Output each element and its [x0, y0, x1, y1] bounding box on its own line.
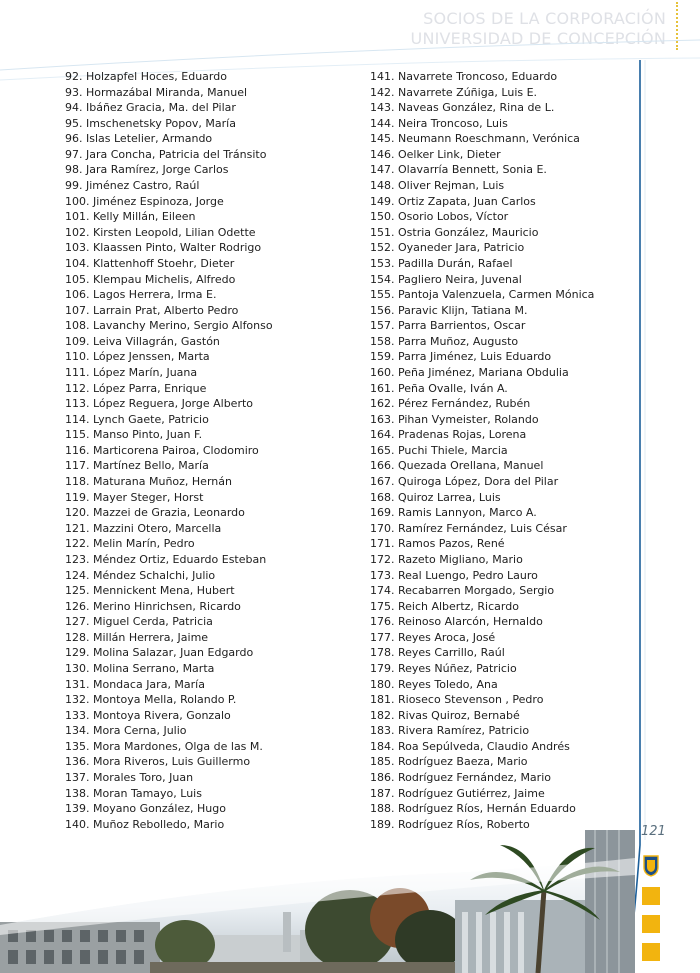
header-line-1: SOCIOS DE LA CORPORACIÓN — [423, 9, 666, 28]
university-shield-icon — [643, 855, 659, 877]
member-entry: 92. Holzapfel Hoces, Eduardo — [65, 70, 227, 83]
member-entry: 101. Kelly Millán, Eileen — [65, 210, 196, 224]
campus-photo — [0, 830, 635, 973]
member-entry: 149. Ortiz Zapata, Juan Carlos — [370, 194, 536, 208]
member-entry: 136. Mora Riveros, Luis Guillermo — [65, 755, 251, 769]
member-entry: 153. Padilla Durán, Rafael — [370, 256, 513, 270]
member-entry: 123. Méndez Ortiz, Eduardo Esteban — [65, 552, 267, 566]
member-entry: 127. Miguel Cerda, Patricia — [65, 615, 213, 629]
member-list-right — [370, 69, 594, 832]
member-entry: 157. Parra Barrientos, Oscar — [370, 319, 526, 333]
member-entry: 169. Ramis Lannyon, Marco A. — [370, 506, 537, 520]
member-entry: 115. Manso Pinto, Juan F. — [65, 428, 203, 442]
member-entry: 107. Larrain Prat, Alberto Pedro — [65, 303, 239, 317]
member-entry: 170. Ramírez Fernández, Luis César — [370, 521, 567, 535]
member-entry: 168. Quiroz Larrea, Luis — [370, 490, 501, 504]
member-entry: 117. Martínez Bello, María — [65, 459, 209, 473]
member-entry: 183. Rivera Ramírez, Patricio — [370, 724, 530, 738]
member-entry: 174. Recabarren Morgado, Sergio — [370, 584, 555, 598]
member-entry: 108. Lavanchy Merino, Sergio Alfonso — [65, 319, 273, 333]
member-entry: 162. Pérez Fernández, Rubén — [370, 397, 531, 411]
member-entry: 111. López Marín, Juana — [65, 365, 198, 379]
member-entry: 167. Quiroga López, Dora del Pilar — [370, 475, 559, 489]
member-entry: 100. Jiménez Espinoza, Jorge — [65, 194, 224, 208]
member-entry: 142. Navarrete Zúñiga, Luis E. — [370, 85, 538, 99]
member-entry: 150. Osorio Lobos, Víctor — [370, 210, 509, 224]
member-entry: 178. Reyes Carrillo, Raúl — [370, 646, 505, 660]
member-entry: 171. Ramos Pazos, René — [370, 537, 505, 551]
member-entry: 176. Reinoso Alarcón, Hernaldo — [370, 615, 543, 629]
member-entry: 124. Méndez Schalchi, Julio — [65, 568, 216, 582]
member-entry: 144. Neira Troncoso, Luis — [370, 116, 508, 130]
member-entry: 156. Paravic Klijn, Tatiana M. — [370, 303, 528, 317]
member-entry: 173. Real Luengo, Pedro Lauro — [370, 568, 538, 582]
member-entry: 128. Millán Herrera, Jaime — [65, 630, 209, 644]
member-entry: 126. Merino Hinrichsen, Ricardo — [65, 599, 241, 613]
member-entry: 110. López Jenssen, Marta — [65, 350, 210, 364]
member-entry: 181. Rioseco Stevenson , Pedro — [370, 693, 544, 707]
member-entry: 97. Jara Concha, Patricia del Tránsito — [65, 147, 267, 161]
member-entry: 165. Puchi Thiele, Marcia — [370, 443, 508, 457]
member-entry: 143. Naveas González, Rina de L. — [370, 101, 555, 115]
member-entry: 102. Kirsten Leopold, Lilian Odette — [65, 225, 256, 239]
member-entry: 186. Rodríguez Fernández, Mario — [370, 771, 551, 785]
member-entry: 155. Pantoja Valenzuela, Carmen Mónica — [370, 288, 595, 302]
member-entry: 132. Montoya Mella, Rolando P. — [65, 693, 237, 707]
member-entry: 141. Navarrete Troncoso, Eduardo — [370, 70, 558, 83]
member-entry: 180. Reyes Toledo, Ana — [370, 677, 498, 691]
member-entry: 182. Rivas Quiroz, Bernabé — [370, 708, 520, 722]
member-entry: 105. Klempau Michelis, Alfredo — [65, 272, 236, 286]
member-entry: 122. Melin Marín, Pedro — [65, 537, 195, 551]
member-entry: 134. Mora Cerna, Julio — [65, 724, 187, 738]
accent-square — [642, 943, 660, 961]
member-entry: 121. Mazzini Otero, Marcella — [65, 521, 222, 535]
member-entry: 146. Oelker Link, Dieter — [370, 147, 501, 161]
member-entry: 93. Hormazábal Miranda, Manuel — [65, 85, 248, 99]
member-entry: 120. Mazzei de Grazia, Leonardo — [65, 506, 245, 520]
member-entry: 118. Maturana Muñoz, Hernán — [65, 475, 232, 489]
member-entry: 177. Reyes Aroca, José — [370, 630, 496, 644]
member-entry: 154. Pagliero Neira, Juvenal — [370, 272, 522, 286]
member-entry: 172. Razeto Migliano, Mario — [370, 552, 523, 566]
accent-square — [642, 915, 660, 933]
vertical-rule — [628, 60, 640, 973]
member-entry: 98. Jara Ramírez, Jorge Carlos — [65, 163, 229, 177]
member-entry: 158. Parra Muñoz, Augusto — [370, 334, 519, 348]
member-entry: 133. Montoya Rivera, Gonzalo — [65, 708, 231, 722]
member-entry: 125. Mennickent Mena, Hubert — [65, 584, 235, 598]
member-entry: 139. Moyano González, Hugo — [65, 802, 226, 816]
member-entry: 148. Oliver Rejman, Luis — [370, 179, 505, 193]
member-entry: 129. Molina Salazar, Juan Edgardo — [65, 646, 254, 660]
page-header — [411, 9, 666, 49]
member-entry: 179. Reyes Núñez, Patricio — [370, 661, 517, 675]
member-entry: 94. Ibáñez Gracia, Ma. del Pilar — [65, 101, 236, 115]
member-entry: 135. Mora Mardones, Olga de las M. — [65, 739, 263, 753]
member-entry: 145. Neumann Roeschmann, Verónica — [370, 132, 580, 146]
member-entry: 109. Leiva Villagrán, Gastón — [65, 334, 220, 348]
member-entry: 112. López Parra, Enrique — [65, 381, 207, 395]
member-entry: 147. Olavarría Bennett, Sonia E. — [370, 163, 547, 177]
member-entry: 114. Lynch Gaete, Patricio — [65, 412, 209, 426]
member-entry: 130. Molina Serrano, Marta — [65, 661, 215, 675]
member-entry: 131. Mondaca Jara, María — [65, 677, 205, 691]
member-entry: 160. Peña Jiménez, Mariana Obdulia — [370, 365, 569, 379]
member-list-left — [65, 69, 273, 832]
member-entry: 106. Lagos Herrera, Irma E. — [65, 288, 217, 302]
page-number: 121 — [641, 824, 666, 839]
member-entry: 151. Ostria González, Mauricio — [370, 225, 539, 239]
member-entry: 188. Rodríguez Ríos, Hernán Eduardo — [370, 802, 576, 816]
member-entry: 137. Morales Toro, Juan — [65, 771, 194, 785]
member-entry: 103. Klaassen Pinto, Walter Rodrigo — [65, 241, 262, 255]
member-entry: 95. Imschenetsky Popov, María — [65, 116, 236, 130]
member-entry: 119. Mayer Steger, Horst — [65, 490, 204, 504]
member-entry: 166. Quezada Orellana, Manuel — [370, 459, 544, 473]
header-line-2: UNIVERSIDAD DE CONCEPCIÓN — [410, 29, 666, 48]
member-entry: 159. Parra Jiménez, Luis Eduardo — [370, 350, 552, 364]
header-dotted-rule — [676, 2, 678, 50]
member-entry: 164. Pradenas Rojas, Lorena — [370, 428, 527, 442]
member-entry: 113. López Reguera, Jorge Alberto — [65, 397, 254, 411]
member-entry: 185. Rodríguez Baeza, Mario — [370, 755, 528, 769]
member-entry: 187. Rodríguez Gutiérrez, Jaime — [370, 786, 545, 800]
member-entry: 161. Peña Ovalle, Iván A. — [370, 381, 508, 395]
member-entry: 175. Reich Albertz, Ricardo — [370, 599, 519, 613]
member-entry: 104. Klattenhoff Stoehr, Dieter — [65, 256, 235, 270]
member-entry: 99. Jiménez Castro, Raúl — [65, 179, 200, 193]
member-entry: 189. Rodríguez Ríos, Roberto — [370, 817, 530, 831]
member-entry: 138. Moran Tamayo, Luis — [65, 786, 202, 800]
member-entry: 184. Roa Sepúlveda, Claudio Andrés — [370, 739, 570, 753]
member-entry: 152. Oyaneder Jara, Patricio — [370, 241, 525, 255]
member-entry: 96. Islas Letelier, Armando — [65, 132, 213, 146]
member-entry: 116. Marticorena Pairoa, Clodomiro — [65, 443, 259, 457]
member-entry: 140. Muñoz Rebolledo, Mario — [65, 817, 225, 831]
member-entry: 163. Pihan Vymeister, Rolando — [370, 412, 539, 426]
accent-square — [642, 887, 660, 905]
